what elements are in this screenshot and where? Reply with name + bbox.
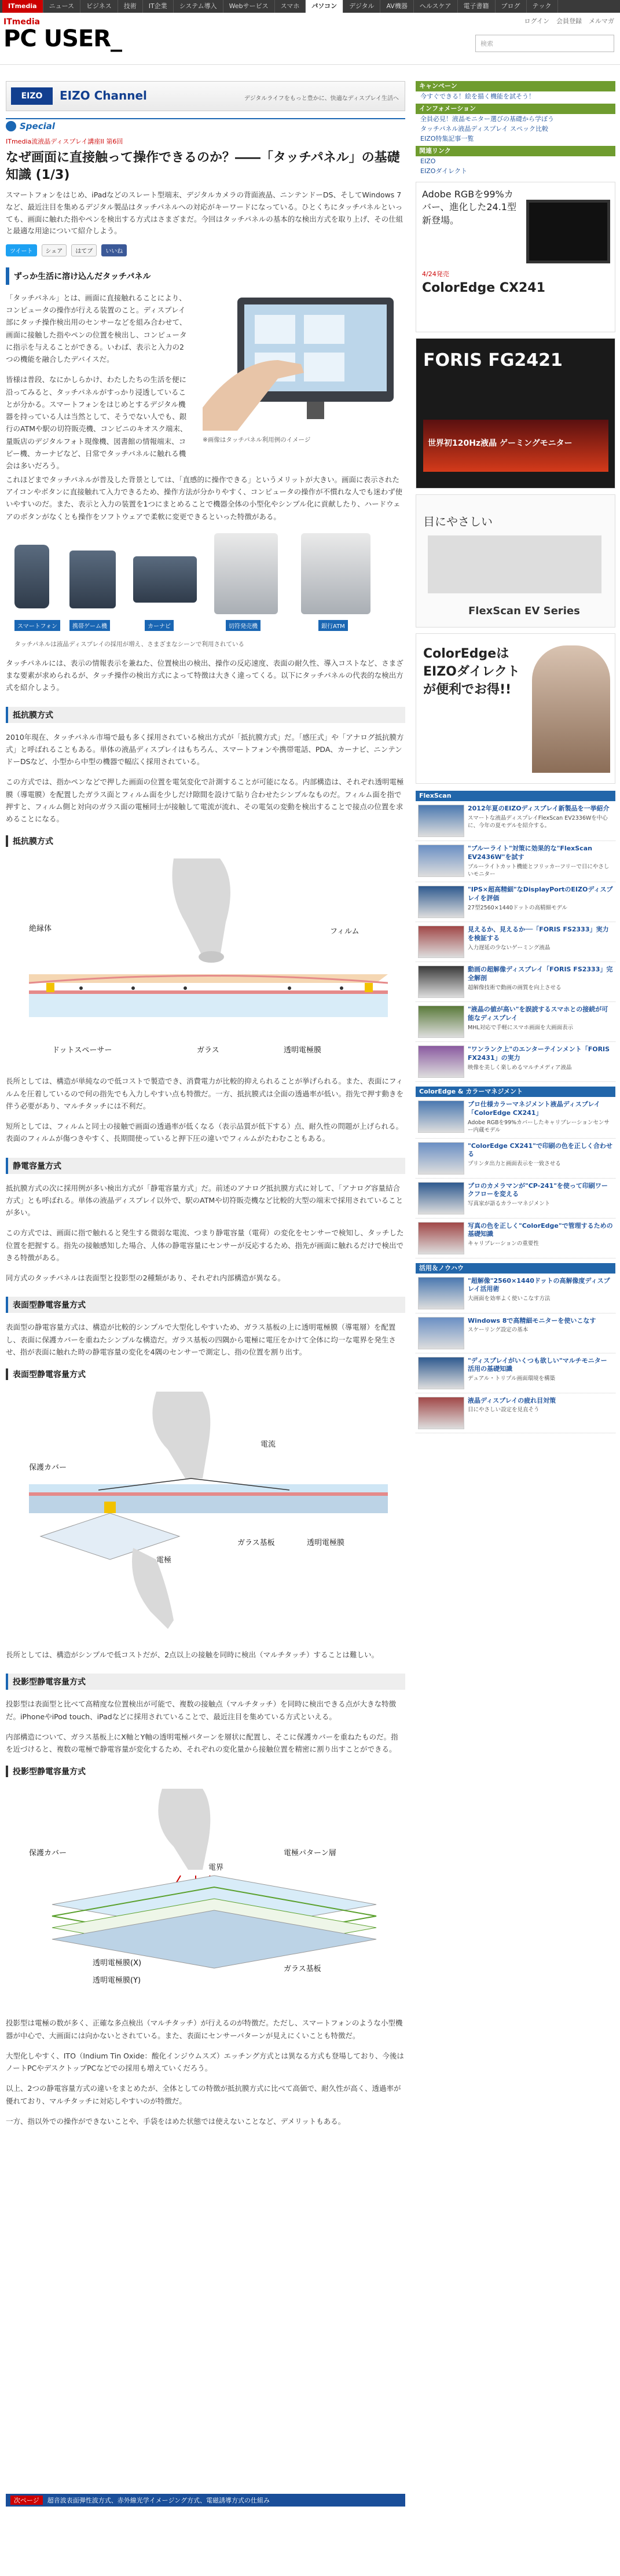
- news-thumbnail[interactable]: [418, 1006, 464, 1038]
- news-thumbnail[interactable]: [418, 1100, 464, 1133]
- label-dot-spacer: ドットスペーサー: [52, 1046, 112, 1055]
- resistive-paragraph-1: 2010年現在、タッチパネル市場で最も多く採用されている検出方式が「抵抗膜方式」だ。「感圧式」や「アナログ抵抗膜方式」と呼ばれることもある。単体の液晶ディスプレイはもちろん、スマートフォンや携帯電話、PDA、カーナビ、ニンテンドーDSなど、小型から中型の機器で幅広く採用されている。: [6, 732, 404, 766]
- news-thumbnail[interactable]: [418, 1182, 464, 1214]
- label-glass-substrate-2: ガラス基板: [284, 1965, 321, 1974]
- device-label-car-navi: カーナビ: [145, 620, 174, 631]
- nav-item[interactable]: ビジネス: [80, 0, 118, 13]
- news-title[interactable]: "液晶の値が高い"を誤読するスマホとの接続が可能なディスプレイ: [468, 1006, 608, 1022]
- news-text: 大画面を効率よく使いこなす方法: [468, 1296, 551, 1302]
- news-title[interactable]: "ColorEdge CX241"で印刷の色を正しく合わせる: [468, 1142, 612, 1158]
- device-label-game-console: 携帯ゲーム機: [69, 620, 110, 631]
- ad1-date: 4/24発売: [422, 270, 449, 278]
- news-body: [468, 1222, 613, 1254]
- tips-list: [416, 1274, 615, 1433]
- capacitive-paragraph-1: 抵抗膜方式の次に採用例が多い検出方式が「静電容量方式」だ。前述のアナログ抵抗膜方式に対して、「アナログ容量結合方式」とも呼ばれる。単体の液晶ディスプレイ以外で、駅のATMや切符販売機など比較的大型の端末で採用されていることが多い。: [6, 1183, 403, 1217]
- news-thumbnail[interactable]: [418, 1357, 464, 1389]
- nav-item[interactable]: ブログ: [496, 0, 527, 13]
- ad1-monitor-image: [526, 200, 610, 263]
- label-transparent-electrode-2: 透明電極膜: [307, 1539, 345, 1548]
- news-body: [468, 1045, 613, 1078]
- section-heading-touch-panel: ずっか生活に溶け込んだタッチパネル: [6, 267, 405, 285]
- news-body: [468, 1182, 613, 1214]
- resistive-paragraph-3: 長所としては、構造が単純なので低コストで製造でき、消費電力が比較的抑えられることが挙げられる。また、表面にフィルムを圧着しているので何の指先でも入力しやすい点も特徴だ。一方、抵抗膜式は全面の透過率が低い。指先で押す動きを伴う必要があり、マルチタッチには不利だ。: [6, 1077, 404, 1110]
- projected-paragraph-2: 内部構造について、ガラス基板上にX軸とY軸の透明電極パターンを層状に配置し、そこに保護カバーを重ねたものだ。指を近づけると、複数の電極で静電容量が変化するため、それぞれの変化量から接触位置を精密に割り出すことができる。: [6, 1732, 398, 1754]
- news-thumbnail[interactable]: [418, 1142, 464, 1175]
- flexscan-list: [416, 801, 615, 1082]
- info-link-3[interactable]: EIZO特集記事一覧: [420, 135, 474, 142]
- news-body: [468, 926, 613, 958]
- label-electrode-y: 透明電極膜(Y): [93, 1976, 141, 1986]
- nav-item[interactable]: スマホ: [275, 0, 306, 13]
- news-body: [468, 845, 613, 878]
- projected-capacitive-diagram: [6, 1766, 405, 2009]
- nav-item[interactable]: 技術: [118, 0, 143, 13]
- ad4-headline: ColorEdgeはEIZOダイレクトが便利でお得!!: [423, 647, 520, 697]
- ad2-text: 世界初120Hz液晶 ゲーミングモニター: [428, 439, 573, 448]
- register-link[interactable]: 会員登録: [556, 17, 582, 25]
- news-body: [468, 966, 613, 998]
- brand-top[interactable]: ITmedia: [3, 17, 41, 27]
- series-link[interactable]: ITmedia流液晶ディスプレイ講座II 第6回: [6, 138, 123, 145]
- news-text: キャリブレーションの重要性: [468, 1241, 539, 1247]
- article-lead: スマートフォンをはじめ、iPadなどのスレート型端末、デジタルカメラの背面液晶、ニンテンドーDS、そしてWindows 7など、最近注目を集めるデジタル製品はタッチパネルへの対応がキーワードになっている。ひとくちにタッチパネルといっても、画面に触れた指やペンを検出する方式はさまざまだ。今回はタッチパネルの基本的な検出方式を取り上げ、その仕組と最適な用途について紹介しよう。: [6, 190, 403, 236]
- sidebar-news-item[interactable]: [416, 1353, 615, 1393]
- next-page-bar[interactable]: [6, 2494, 405, 2507]
- info-link-1[interactable]: 全員必見！液晶モニター選びの基礎から学ぼう: [420, 115, 554, 123]
- channel-subtitle: デジタルライフをもっと豊かに、快適なディスプレイ生活へ: [244, 96, 399, 102]
- sidebar-news-item[interactable]: [416, 1313, 615, 1353]
- coloredge-heading: ColorEdge & カラーマネジメント: [416, 1087, 615, 1097]
- car-navigation-illustration: [133, 556, 197, 603]
- sidebar: [416, 81, 615, 1433]
- projected-paragraph-3: 投影型は電極の数が多く、正確な多点検出（マルチタッチ）が行えるのが特徴だ。ただし、スマートフォンのような小型機器が中心で、大画面には向かないとされている。また、表面にセンサーパターンが見えにくいことも特徴だ。: [6, 2019, 403, 2040]
- sidebar-news-item[interactable]: [416, 841, 615, 882]
- ad-coloredge-cx241[interactable]: [416, 182, 615, 332]
- news-body: [468, 1277, 613, 1309]
- heading-resistive: 抵抗膜方式: [6, 707, 405, 723]
- news-text: プリンタ出力と画面表示を一致させる: [468, 1161, 561, 1168]
- surface-paragraph-2: 長所としては、構造がシンプルで低コストだが、2点以上の接触を同時に検出（マルチタッチ）することは難しい。: [6, 1650, 379, 1660]
- share-row: [6, 244, 405, 257]
- sidebar-news-item[interactable]: [416, 801, 615, 841]
- search-input[interactable]: [475, 35, 614, 52]
- label-glass-substrate: ガラス基板: [237, 1539, 275, 1548]
- atm-illustration: [301, 533, 370, 614]
- nav-item[interactable]: デジタル: [343, 0, 380, 13]
- special-label-bar: [6, 118, 405, 133]
- nav-item[interactable]: パソコン: [306, 0, 343, 13]
- ad2-model: FORIS FG2421: [423, 350, 563, 370]
- label-glass: ガラス: [197, 1046, 219, 1055]
- ad4-person-image: [532, 645, 610, 773]
- news-body: [468, 1397, 613, 1429]
- related-link-eizo[interactable]: EIZO: [420, 157, 436, 165]
- news-title[interactable]: 2012年夏のEIZOディスプレイ新製品を一挙紹介: [468, 805, 610, 812]
- resistive-paragraph-2: この方式では、指かペンなどで押した画面の位置を電気変化で計測することが可能になる。内部構造は、それぞれ透明電極膜（導電膜）を配置したガラス面とフィルム面を少しだけ隙間を設けて貼り合わせたシンプルなものだ。フィルム面を指で押すと、フィルム側と対向のガラス面の電極同士が接触して電流が流れ、その電気の変動を検出することで接点の位置を求めることになる。: [6, 777, 404, 824]
- news-title[interactable]: "ブルーライト"対策に効果的な"FlexScan EV2436W"を試す: [468, 845, 592, 861]
- intro-paragraph-3: これほどまでタッチパネルが普及した背景としては、「直感的に操作できる」というメリットが大きい。画面に表示されたアイコンやボタンに直接触れて入力できるため、操作方法が分かりやすく、コンピュータの操作が不慣れな人でも迷わず使いやすいのだ。また、表示と入力の装置を1つにまとめることで機器全体の小型化やシンプル化に貢献したり、ハードウェアのボタンがなくとも操作をソフトウェアで柔軟に変更できるといった特徴がある。: [6, 475, 403, 521]
- news-text: Adobe RGBを99%カバーしたキャリブレーションセンサー内蔵モデル: [468, 1119, 610, 1134]
- ticket-machine-illustration: [214, 533, 278, 614]
- game-console-illustration: [69, 551, 116, 608]
- heading-capacitive: 静電容量方式: [6, 1158, 405, 1174]
- projected-paragraph-1: 投影型は表面型と比べて高精度な位置検出が可能で、複数の接触点（マルチタッチ）を同時に検出できる点が大きな特徴だ。iPhoneやiPod touch、iPadなどに採用されていることで、最近注目を集めている方式といえる。: [6, 1700, 397, 1721]
- projected-diagram-title: 投影型静電容量方式: [6, 1766, 86, 1777]
- label-transparent-electrode: 透明電極膜: [284, 1046, 322, 1055]
- sidebar-news-item[interactable]: [416, 1393, 615, 1433]
- label-protective-cover-2: 保護カバー: [29, 1849, 67, 1858]
- sidebar-news-item[interactable]: [416, 1002, 615, 1042]
- ad1-model: ColorEdge CX241: [422, 281, 545, 295]
- ad-foris-fg2421[interactable]: [416, 338, 615, 489]
- news-text: MHL対応で手軽にスマホ画面を大画面表示: [468, 1024, 573, 1031]
- intro-paragraph-4: タッチパネルには、表示の情報表示を兼ねた、位置検出の検出、操作の反応速度、表面の耐久性、導入コストなど、さまざまな要素が求められるが、タッチ操作の検出方式によって特徴は大きく違ってくる。以下にタッチパネルの代表的な検出方式を紹介しよう。: [6, 658, 403, 692]
- news-title[interactable]: "ワンランク上"のエンターテインメント「FORIS FX2431」の実力: [468, 1045, 610, 1062]
- ad3-model: FlexScan EV Series: [468, 605, 580, 617]
- news-title[interactable]: 写真の色を正しく"ColorEdge"で管理するための基礎知識: [468, 1221, 613, 1238]
- news-body: [468, 1357, 613, 1389]
- nav-item[interactable]: 電子書籍: [458, 0, 496, 13]
- label-insulator: 絶縁体: [29, 924, 52, 934]
- tweet-button[interactable]: ツイート: [6, 244, 37, 256]
- nav-item[interactable]: IT企業: [143, 0, 174, 13]
- sidebar-news-item[interactable]: [416, 962, 615, 1002]
- news-text: デュアル・トリプル画面環境を構築: [468, 1375, 555, 1382]
- touch-panel-photo: [203, 292, 405, 431]
- coloredge-list: [416, 1097, 615, 1258]
- sidebar-news-item[interactable]: [416, 1139, 615, 1179]
- ad3-monitors-image: [428, 535, 601, 593]
- surface-paragraph-1: 表面型の静電容量方式は、構造が比較的シンプルで大型化しやすいため、ガラス基板の上に透明電極膜（導電層）を配置し、表面に保護カバーを重ねたシンプルな構造だ。ガラス基板の四隅から電極に電圧をかけて全体に均一な電界を発生させ、指が表面に触れた時の静電容量の変化を4隅のセンサーで測定し、指の位置を割り出す。: [6, 1323, 396, 1356]
- resistive-paragraph-4: 短所としては、フィルムと同士の接触で画面の透過率が低くなる（表示品質が低下する）点、耐久性の問題が上げられる。表面のフィルムが傷つきやすく、長期間使っていると押下圧の違いでフィルムがたわむこともある。: [6, 1122, 403, 1143]
- capacitive-paragraph-3: 同方式のタッチパネルは表面型と投影型の2種類があり、それぞれ内部構造が異なる。: [6, 1274, 285, 1283]
- related-link-eizo-direct[interactable]: EIZOダイレクト: [420, 167, 467, 175]
- related-heading: 関連リンク: [416, 146, 615, 156]
- next-page-link[interactable]: 超音波表面弾性波方式、赤外線光学イメージング方式、電磁誘導方式の仕組み: [47, 2497, 270, 2504]
- label-current: 電流: [261, 1440, 276, 1450]
- special-label: Special: [20, 121, 56, 131]
- news-thumbnail[interactable]: [418, 926, 464, 958]
- heading-projected-capacitive: 投影型静電容量方式: [6, 1674, 405, 1690]
- info-heading: インフォメーション: [416, 104, 615, 114]
- ad1-headline: Adobe RGBを99%カバー、進化した24.1型新登場。: [422, 189, 516, 226]
- news-title[interactable]: Windows 8で高精細モニターを使いこなす: [468, 1316, 596, 1324]
- sidebar-news-item[interactable]: [416, 922, 615, 962]
- news-text: 写真家が語るカラーマネジメント: [468, 1201, 551, 1208]
- flexscan-heading: FlexScan: [416, 791, 615, 801]
- label-electrode: 電極: [156, 1556, 172, 1565]
- news-text: 27型2560×1440ドットの高精細モデル: [468, 904, 568, 911]
- news-text: ブルーライトカット機能とフリッカーフリーで目にやさしいモニター: [468, 863, 610, 878]
- news-title[interactable]: プロ仕様カラーマネジメント液晶ディスプレイ「ColorEdge CX241」: [468, 1100, 600, 1117]
- eizo-channel-banner[interactable]: [6, 81, 405, 111]
- article-title: なぜ画面に直接触って操作できるのか？――「タッチパネル」の基礎知識 (1/3): [6, 151, 400, 182]
- resistive-diagram-title: 抵抗膜方式: [6, 835, 53, 847]
- special-icon: [6, 121, 16, 131]
- newsletter-link[interactable]: メルマガ: [589, 17, 614, 25]
- heading-surface-capacitive: 表面型静電容量方式: [6, 1297, 405, 1313]
- summary-paragraph: 以上、2つの静電容量方式の違いをまとめたが、全体としての特徴が抵抗膜方式に比べて高価で、耐久性が高く、透過率が優れており、マルチタッチに対応しやすいのが特徴だ。: [6, 2084, 401, 2105]
- info-link-2[interactable]: タッチパネル液晶ディスプレイ スペック比較: [420, 125, 548, 133]
- news-title[interactable]: "IPS×超高精細"なDisplayPortのEIZOディスプレイを評価: [468, 886, 613, 902]
- sidebar-news-item[interactable]: [416, 882, 615, 922]
- news-body: [468, 1006, 613, 1038]
- search-placeholder: 検索: [480, 40, 493, 47]
- device-examples-figure: [6, 533, 405, 649]
- main-column: [6, 81, 405, 2127]
- sidebar-news-item[interactable]: [416, 1097, 615, 1138]
- nav-item[interactable]: システム導入: [174, 0, 223, 13]
- device-label-ticket: 切符発売機: [226, 620, 261, 631]
- news-thumbnail[interactable]: [418, 845, 464, 877]
- intro-with-photo: [6, 292, 405, 471]
- news-thumbnail[interactable]: [418, 1045, 464, 1078]
- resistive-diagram: [6, 835, 405, 1067]
- news-body: [468, 886, 613, 918]
- projected-paragraph-4: 大型化しやすく、ITO（Indium Tin Oxide：酸化インジウムスズ）エッチング方式とは異なる方式も登場しており、今後はノートPCやデスクトップPCなどでの採用も増えていくだろう。: [6, 2051, 404, 2073]
- top-navigation: [0, 0, 620, 13]
- nav-item[interactable]: ニュース: [43, 0, 80, 13]
- campaign-heading: キャンペーン: [416, 81, 615, 91]
- sidebar-news-item[interactable]: [416, 1219, 615, 1258]
- label-electric-field: 電界: [208, 1863, 224, 1873]
- news-body: [468, 805, 613, 837]
- hatena-bookmark-button[interactable]: はてブ: [71, 244, 97, 256]
- tips-heading: 活用＆ノウハウ: [416, 1263, 615, 1274]
- device-label-atm: 銀行ATM: [318, 620, 348, 631]
- news-title[interactable]: 見えるか、見えるか──「FORIS FS2333」実力を検証する: [468, 926, 609, 942]
- intro-paragraph-1: 「タッチパネル」とは、画面に直接触れることにより、コンピュータの操作が行える装置のこと。ディスプレイ部にタッチ操作検出用のセンサーなどを組み合わせて、画面に接触した指やペンの位置を検出し、コンピュータに指示を与えることができる。いわば、表示と入力の2つの機能を融合したデバイスだ。: [6, 293, 187, 364]
- site-header: [0, 13, 620, 65]
- news-body: [468, 1100, 613, 1134]
- news-text: 入力遅延の少ないゲーミング液晶: [468, 944, 551, 951]
- site-logo[interactable]: PC USER_: [3, 25, 122, 52]
- ad-flexscan-ev[interactable]: [416, 494, 615, 628]
- news-thumbnail[interactable]: [418, 805, 464, 837]
- share-button[interactable]: シェア: [42, 244, 67, 256]
- campaign-link[interactable]: 今すぐできる！絵を描く機能を試そう！: [420, 93, 535, 100]
- capacitive-paragraph-2: この方式では、画面に指で触れると発生する微弱な電流、つまり静電容量（電荷）の変化をセンサーで検知し、タッチした位置を把握する。指先の接触感知した場合、人体の静電容量にセンサーが反応するため、指先が画面に触れるだけで検出できる特徴がある。: [6, 1228, 404, 1262]
- surface-diagram-title: 表面型静電容量方式: [6, 1368, 86, 1380]
- news-title[interactable]: "超解像"2560×1440ドットの高解像度ディスプレイ活用術: [468, 1276, 610, 1293]
- sidebar-news-item[interactable]: [416, 1179, 615, 1219]
- nav-item[interactable]: テック: [527, 0, 558, 13]
- login-link[interactable]: ログイン: [524, 17, 549, 25]
- news-thumbnail[interactable]: [418, 1317, 464, 1349]
- label-protective-cover: 保護カバー: [29, 1463, 67, 1473]
- smartphone-illustration: [14, 545, 49, 608]
- news-text: 映像を美しく楽しめるマルチメディア液晶: [468, 1064, 572, 1071]
- sidebar-news-item[interactable]: [416, 1274, 615, 1313]
- nav-item[interactable]: AV機器: [380, 0, 413, 13]
- nav-item[interactable]: Webサービス: [223, 0, 275, 13]
- news-thumbnail[interactable]: [418, 966, 464, 998]
- intro-paragraph-2: 皆様は普段、なにかしらかけ、わたしたちの生活を便に沿ってみると、タッチパネルがすっかり浸透していることが分かる。スマートフォンをはじめとするデジタル機器を持っている人は当然として、そうでない人でも、銀行のATMや駅の切符販売機、コンビニのキオスク端末、量販店のデジタルフォト現像機、図書館の情報端末、コピー機、カーナビなど、日常でタッチパネルに触れる機会は多いだろう。: [6, 375, 188, 471]
- news-body: [468, 1142, 613, 1175]
- news-thumbnail[interactable]: [418, 1277, 464, 1309]
- closing-paragraph: 一方、指以外での操作ができないことや、手袋をはめた状態では使えないことなど、デメリットもある。: [6, 2116, 346, 2126]
- ad3-headline: 目にやさしい: [423, 515, 493, 529]
- label-film: フィルム: [330, 927, 359, 937]
- news-body: [468, 1317, 613, 1349]
- surface-capacitive-diagram: [6, 1368, 405, 1641]
- news-title[interactable]: "ディスプレイがいくつも欲しい"マルチモニター活用の基礎知識: [468, 1356, 607, 1373]
- device-label-smartphone: スマートフォン: [14, 620, 60, 631]
- news-text: スマートな液晶ディスプレイFlexScan EV2336Wを中心に、今年の夏モデルを紹介する。: [468, 814, 608, 830]
- channel-title: EIZO Channel: [60, 89, 147, 102]
- news-text: スケーリング設定の基本: [468, 1327, 529, 1334]
- label-electrode-x: 透明電極膜(X): [93, 1959, 142, 1968]
- news-title[interactable]: プロのカメラマンが"CP-241"を使って印刷ワークフローを変える: [468, 1181, 608, 1198]
- label-electrode-pattern: 電極パターン層: [284, 1849, 336, 1858]
- news-thumbnail[interactable]: [418, 1397, 464, 1429]
- nav-item[interactable]: ITmedia: [2, 0, 43, 13]
- next-page-tag: 次ページ: [10, 2496, 43, 2505]
- like-button[interactable]: いいね: [101, 244, 127, 256]
- news-title[interactable]: 液晶ディスプレイの疲れ目対策: [468, 1396, 556, 1404]
- news-text: 目にやさしい設定を見直そう: [468, 1407, 540, 1414]
- photo-caption: ※画像はタッチパネル利用例のイメージ: [203, 436, 311, 443]
- ad-eizo-direct[interactable]: [416, 633, 615, 784]
- sidebar-news-item[interactable]: [416, 1042, 615, 1082]
- news-text: 超解像技術で動画の画質を向上させる: [468, 984, 562, 991]
- news-thumbnail[interactable]: [418, 1222, 464, 1254]
- news-thumbnail[interactable]: [418, 886, 464, 918]
- devices-caption: タッチパネルは液晶ディスプレイの採用が増え、さまざまなシーンで利用されている: [14, 640, 245, 648]
- header-links: [524, 16, 614, 25]
- news-title[interactable]: 動画の超解像ディスプレイ「FORIS FS2333」完全解剖: [468, 966, 613, 982]
- eizo-logo: EIZO: [11, 87, 53, 105]
- nav-item[interactable]: ヘルスケア: [414, 0, 458, 13]
